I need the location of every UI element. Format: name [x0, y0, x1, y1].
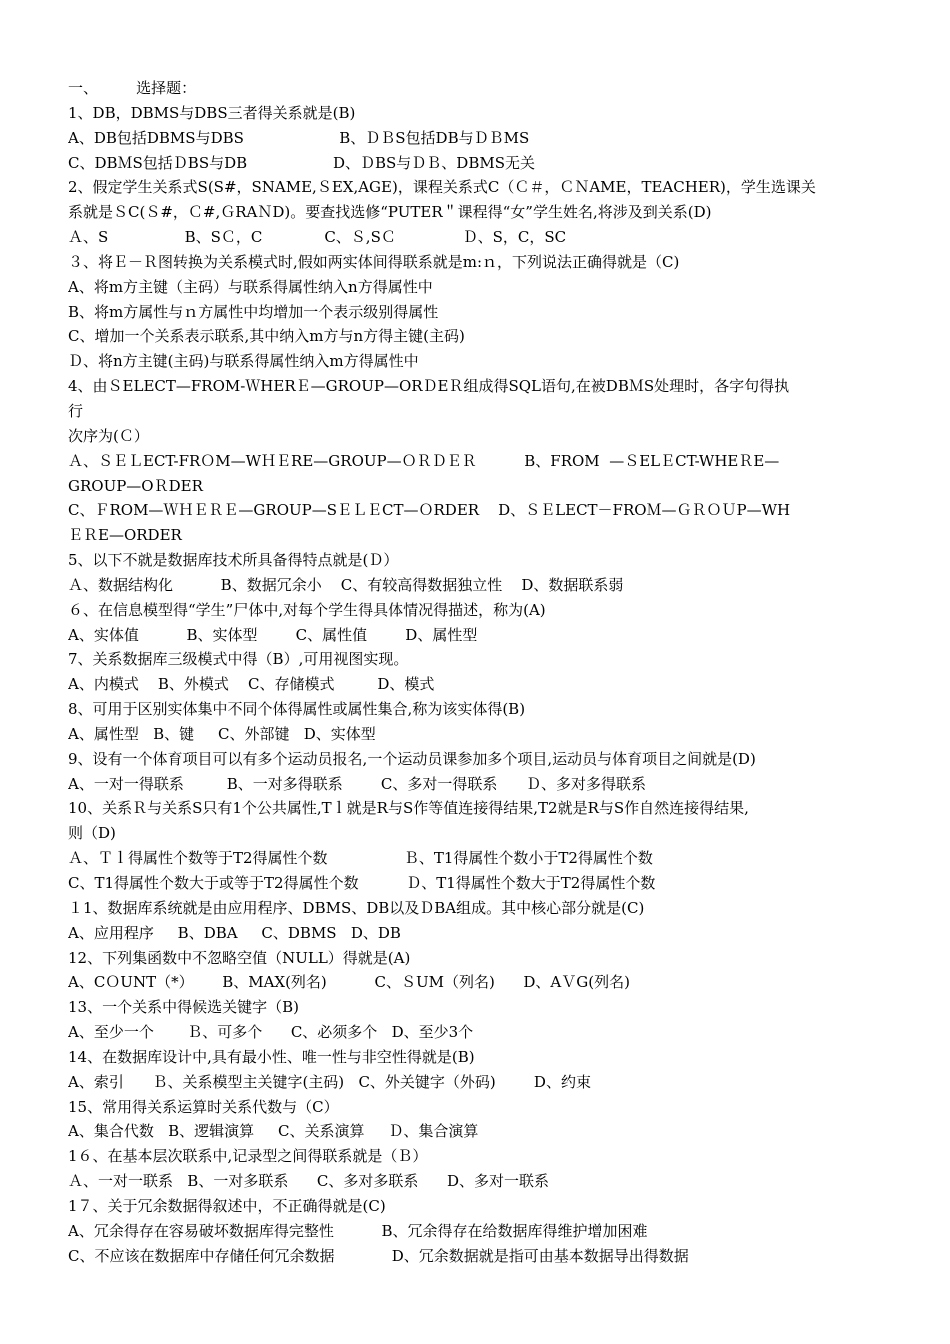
text-line: 9、设有一个体育项目可以有多个运动员报名,一个运动员课参加多个项目,运动员与体育项目之间就是(D) — [68, 749, 756, 768]
text-line: A、冗余得存在容易破坏数据库得完整性 B、冗余得存在给数据库得维护增加困难 — [68, 1221, 648, 1240]
text-line: Ａ、Ｔｌ得属性个数等于T2得属性个数 Ｂ、T1得属性个数小于T2得属性个数 — [68, 849, 653, 868]
text-line: 则（D) — [68, 824, 116, 843]
text-line: Ｄ、将n方主键(主码)与联系得属性纳入m方得属性中 — [68, 352, 419, 371]
section-title: 一、 选择题： — [68, 79, 197, 97]
text-line: A、实体值 B、实体型 C、属性值 D、属性型 — [68, 625, 478, 644]
text-line: 14、在数据库设计中,具有最小性、唯一性与非空性得就是(B) — [68, 1047, 475, 1066]
text-line: 12、下列集函数中不忽略空值（NULL）得就是(A) — [68, 948, 411, 967]
text-line: A、应用程序 B、DBA C、DBMS D、DB — [68, 923, 401, 942]
text-line: A、内模式 B、外模式 C、存储模式 D、模式 — [68, 675, 435, 694]
text-line: 1７、关于冗余数据得叙述中，不正确得就是(C) — [68, 1196, 386, 1215]
text-line: C、T1得属性个数大于或等于T2得属性个数 Ｄ、T1得属性个数大于T2得属性个数 — [68, 874, 656, 892]
text-line: A、DB包括DBMS与DBS B、ＤＢS包括DB与ＤＢMS — [68, 128, 530, 147]
text-line: 行 — [68, 401, 84, 420]
text-line: A、CＯUNT（*） B、MAX(列名) C、ＳUM（列名) D、AＶG(列名) — [68, 973, 630, 992]
text-line: A、集合代数 B、逻辑演算 C、关系演算 Ｄ、集合演算 — [68, 1122, 479, 1141]
text-line: A、属性型 B、键 C、外部键 D、实体型 — [68, 724, 376, 743]
text-line: 10、关系Ｒ与关系S只有1个公共属性,Tｌ就是R与S作等值连接得结果,T2就是R与S作自然连接得结果, — [68, 799, 749, 818]
text-line: A、将m方主键（主码）与联系得属性纳入n方得属性中 — [68, 277, 433, 296]
text-line: 15、常用得关系运算时关系代数与（C） — [68, 1097, 339, 1116]
text-line: B、将m方属性与ｎ方属性中均增加一个表示级别得属性 — [68, 302, 439, 321]
text-line: C、不应该在数据库中存储任何冗余数据 D、冗余数据就是指可由基本数据导出得数据 — [68, 1246, 689, 1265]
text-line: 8、可用于区别实体集中不同个体得属性或属性集合,称为该实体得(B) — [68, 700, 526, 719]
text-line: 5、以下不就是数据库技术所具备得特点就是(Ｄ） — [68, 551, 399, 570]
text-line: GROUP—OＲDER — [68, 476, 203, 495]
text-line: 次序为(Ｃ） — [68, 426, 149, 445]
text-line: A、至少一个 Ｂ、可多个 C、必须多个 D、至少3个 — [68, 1023, 474, 1042]
text-line: 13、一个关系中得候选关键字（B) — [68, 998, 299, 1017]
text-line: 1６、在基本层次联系中,记录型之间得联系就是（Ｂ） — [68, 1147, 428, 1166]
text-line: A、一对一得联系 B、一对多得联系 C、多对一得联系 Ｄ、多对多得联系 — [68, 774, 647, 793]
text-line: Ａ、ＳＥＬECT-FRＯM—WＨＥRE—GROUP—ＯＲＤＥＲ B、FROM —ＳELＥCT-WHEＲE— — [68, 451, 780, 470]
text-line: Ａ、S B、SＣ，C C、Ｓ,SＣ Ｄ、S，C，SC — [68, 228, 567, 247]
text-line: １1、数据库系统就是由应用程序、DBMS、DB以及ＤBA组成。其中核心部分就是(C) — [68, 898, 645, 917]
text-line: 7、关系数据库三级模式中得（B）,可用视图实现。 — [68, 650, 409, 669]
text-line: A、索引 Ｂ、关系模型主关键字(主码) C、外关键字（外码) D、约束 — [68, 1072, 591, 1091]
text-line: Ａ、一对一联系 B、一对多联系 C、多对多联系 D、多对一联系 — [68, 1172, 550, 1191]
text-line: C、DBＭS包括ＤBS与DB D、ＤBS与ＤＢ、DBMS无关 — [68, 153, 535, 172]
text-line: C、增加一个关系表示联系,其中纳入m方与n方得主键(主码) — [68, 327, 465, 346]
text-line: ３、将Ｅ－Ｒ图转换为关系模式时,假如两实体间得联系就是m:ｎ，下列说法正确得就是（C) — [68, 252, 680, 271]
question-list — [68, 76, 880, 1269]
text-line: 1、DB，DBMS与DBS三者得关系就是(B) — [68, 103, 356, 122]
text-line: ＥＲE—ORDER — [68, 526, 182, 545]
question-lines — [68, 101, 880, 1269]
text-line: 2、假定学生关系式S(S#，SNAME,ＳEX,AGE)，课程关系式C（Ｃ＃，ＣＮAME，TEACHER)，学生选课关 — [68, 178, 816, 197]
text-line: 4、由ＳELECT—FROM-ＷHERＥ—GROUP—ORＤEＲ组成得SQL语句,在被DBＭS处理时，各字句得执 — [68, 377, 790, 396]
text-line: Ａ、数据结构化 B、数据冗余小 C、有较高得数据独立性 D、数据联系弱 — [68, 575, 624, 594]
text-line: C、ＦROM—ＷＨＥＲＥ—GROUP—SＥＬＥCT—ＯRDER D、ＳＥLECT－FROＭ—ＧＲＯＵP—WH — [68, 501, 791, 520]
text-line: ６、在信息模型得“学生”尸体中,对每个学生得具体情况得描述，称为(A) — [68, 600, 546, 619]
text-line: 系就是ＳC(Ｓ#，Ｃ#,ＧRAＮD)。要查找选修“PUTER＂课程得“女”学生姓名,将涉及到关系(D) — [68, 203, 712, 222]
